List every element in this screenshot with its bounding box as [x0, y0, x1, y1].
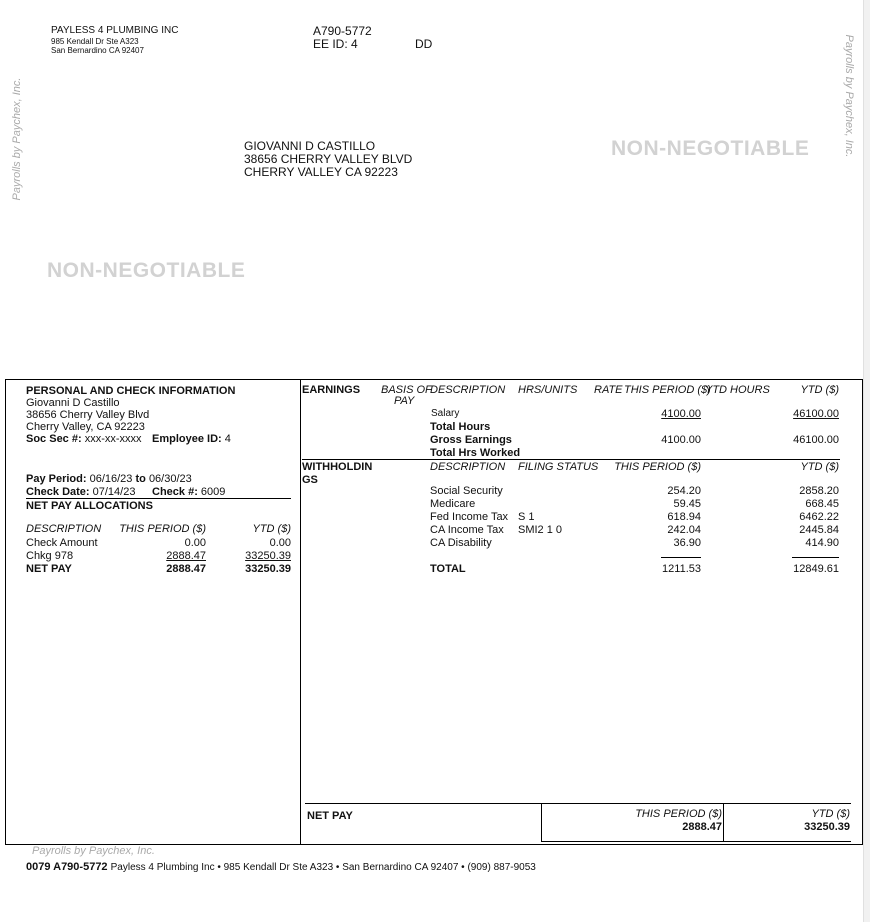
earnings-total-hrs-worked: Total Hrs Worked — [430, 447, 521, 459]
pay-period-end: 06/30/23 — [148, 473, 192, 485]
footer-code: 0079 A790-5772 — [26, 861, 108, 873]
employee-id-header: EE ID: 4 — [313, 37, 358, 51]
alloc-row-desc: Chkg 978 — [26, 550, 74, 562]
withholdings-total-period: 1211.53 — [662, 563, 701, 575]
withholding-row-ytd: 668.45 — [805, 498, 839, 510]
check-number-value: 6009 — [200, 486, 226, 498]
alloc-row-desc: Check Amount — [26, 537, 98, 549]
company-address-2: San Bernardino CA 92407 — [51, 46, 144, 55]
withholdings-total-ytd: 12849.61 — [793, 563, 839, 575]
company-address-1: 985 Kendall Dr Ste A323 — [51, 37, 139, 46]
earnings-gross-label: Gross Earnings — [430, 434, 512, 446]
net-pay-footer-divider-1 — [541, 803, 542, 842]
withholdings-header-ytd: YTD ($) — [800, 461, 839, 473]
footer-company-text: Payless 4 Plumbing Inc • 985 Kendall Dr Ste A323 • San Bernardino CA 92407 • (909) 887-9053 — [110, 862, 536, 873]
non-negotiable-watermark-left: NON-NEGOTIABLE — [47, 259, 246, 282]
allocations-rule — [26, 498, 291, 499]
alloc-header-this-period: THIS PERIOD ($) — [119, 523, 206, 535]
withholding-row-period: 254.20 — [667, 485, 701, 497]
account-number: A790-5772 — [313, 24, 372, 38]
earnings-header-pay: PAY — [394, 395, 415, 407]
alloc-row-period: 2888.47 — [166, 550, 206, 562]
check-date-value: 07/14/23 — [92, 486, 136, 498]
footer-ytd-label: YTD ($) — [811, 808, 850, 820]
withholdings-header-filing-status: FILING STATUS — [518, 461, 599, 473]
non-negotiable-watermark-right: NON-NEGOTIABLE — [611, 137, 810, 160]
earnings-title: EARNINGS — [302, 384, 361, 396]
alloc-row-ytd: 33250.39 — [245, 550, 291, 562]
ssn-label: Soc Sec #: — [26, 433, 82, 445]
footer-net-pay-label: NET PAY — [307, 810, 353, 822]
earnings-header-ytd-hours: YTD HOURS — [705, 384, 770, 396]
recipient-address-2: CHERRY VALLEY CA 92223 — [244, 165, 398, 179]
check-number-line — [152, 486, 225, 498]
earnings-header-basis-of: BASIS OF — [381, 384, 432, 396]
earnings-salary-period: 4100.00 — [661, 408, 701, 420]
withholding-row-desc: Medicare — [430, 498, 476, 510]
paychex-footer-watermark: Payrolls by Paychex, Inc. — [32, 845, 155, 857]
withholding-row-desc: Fed Income Tax — [430, 511, 509, 523]
alloc-net-pay-period: 2888.47 — [166, 563, 206, 575]
pay-period-to: to — [135, 473, 146, 485]
earnings-salary-desc: Salary — [431, 408, 460, 419]
employee-id-label: Employee ID: — [152, 433, 222, 445]
personal-info-title: PERSONAL AND CHECK INFORMATION — [26, 385, 236, 397]
earnings-gross-ytd: 46100.00 — [793, 434, 839, 446]
ssn-line — [26, 433, 142, 445]
paychex-side-watermark-left: Payrolls by Paychex, Inc. — [11, 77, 23, 201]
withholdings-ytd-total-rule — [792, 557, 839, 558]
withholding-row-status: SMI2 1 0 — [518, 524, 563, 536]
withholding-row-period: 618.94 — [667, 511, 701, 523]
withholding-row-status: S 1 — [518, 511, 535, 523]
earnings-salary-ytd: 46100.00 — [793, 408, 839, 420]
net-pay-footer-bottom-rule — [541, 841, 851, 842]
employee-id-line — [152, 433, 231, 445]
recipient-address-1: 38656 CHERRY VALLEY BLVD — [244, 152, 413, 166]
withholding-row-ytd: 6462.22 — [799, 511, 839, 523]
earnings-header-this-period: THIS PERIOD ($) — [624, 384, 711, 396]
earnings-header-rate: RATE — [594, 384, 623, 396]
withholdings-header-description: DESCRIPTION — [430, 461, 506, 473]
alloc-row-ytd: 0.00 — [269, 537, 291, 549]
earnings-header-ytd: YTD ($) — [800, 384, 839, 396]
paychex-side-watermark-right: Payrolls by Paychex, Inc. — [843, 34, 855, 158]
net-pay-footer-top-rule — [305, 803, 851, 804]
net-pay-allocations-title: NET PAY ALLOCATIONS — [26, 500, 153, 512]
alloc-row-period: 0.00 — [184, 537, 206, 549]
earnings-header-hrs-units: HRS/UNITS — [518, 384, 578, 396]
withholding-row-desc: CA Income Tax — [430, 524, 504, 536]
check-date-line — [26, 486, 135, 498]
employee-address-2: Cherry Valley, CA 92223 — [26, 421, 145, 433]
withholdings-header-this-period: THIS PERIOD ($) — [614, 461, 701, 473]
alloc-net-pay-label: NET PAY — [26, 563, 72, 575]
withholding-row-period: 242.04 — [667, 524, 701, 536]
withholding-row-desc: Social Security — [430, 485, 503, 497]
footer-line — [26, 861, 536, 873]
earnings-total-hours: Total Hours — [430, 421, 491, 433]
stub-divider — [300, 379, 301, 845]
pay-period-start: 06/16/23 — [89, 473, 133, 485]
page-edge — [863, 0, 870, 922]
withholdings-rule — [302, 459, 840, 460]
withholdings-total-label: TOTAL — [430, 563, 466, 575]
alloc-header-description: DESCRIPTION — [26, 523, 102, 535]
check-date-label: Check Date: — [26, 486, 90, 498]
withholding-row-period: 36.90 — [673, 537, 701, 549]
footer-ytd-value: 33250.39 — [804, 821, 850, 833]
employee-address-1: 38656 Cherry Valley Blvd — [26, 409, 150, 421]
footer-this-period-label: THIS PERIOD ($) — [635, 808, 722, 820]
direct-deposit-flag: DD — [415, 37, 433, 51]
earnings-header-description: DESCRIPTION — [430, 384, 506, 396]
alloc-net-pay-ytd: 33250.39 — [245, 563, 291, 575]
withholding-row-desc: CA Disability — [430, 537, 492, 549]
withholdings-period-total-rule — [661, 557, 701, 558]
withholding-row-ytd: 414.90 — [805, 537, 839, 549]
pay-period-line — [26, 473, 192, 485]
check-number-label: Check #: — [152, 486, 198, 498]
company-name: PAYLESS 4 PLUMBING INC — [51, 25, 179, 36]
withholdings-title-1: WITHHOLDIN — [302, 461, 373, 473]
ssn-value: xxx-xx-xxxx — [84, 433, 142, 445]
withholding-row-ytd: 2445.84 — [799, 524, 839, 536]
employee-name: Giovanni D Castillo — [26, 397, 120, 409]
footer-this-period-value: 2888.47 — [682, 821, 722, 833]
withholdings-title-2: GS — [302, 474, 318, 486]
pay-period-label: Pay Period: — [26, 473, 87, 485]
alloc-header-ytd: YTD ($) — [252, 523, 291, 535]
net-pay-footer-divider-2 — [723, 803, 724, 842]
withholding-row-period: 59.45 — [673, 498, 701, 510]
withholding-row-ytd: 2858.20 — [799, 485, 839, 497]
recipient-name: GIOVANNI D CASTILLO — [244, 139, 376, 153]
employee-id-value: 4 — [224, 433, 231, 445]
earnings-gross-period: 4100.00 — [661, 434, 701, 446]
